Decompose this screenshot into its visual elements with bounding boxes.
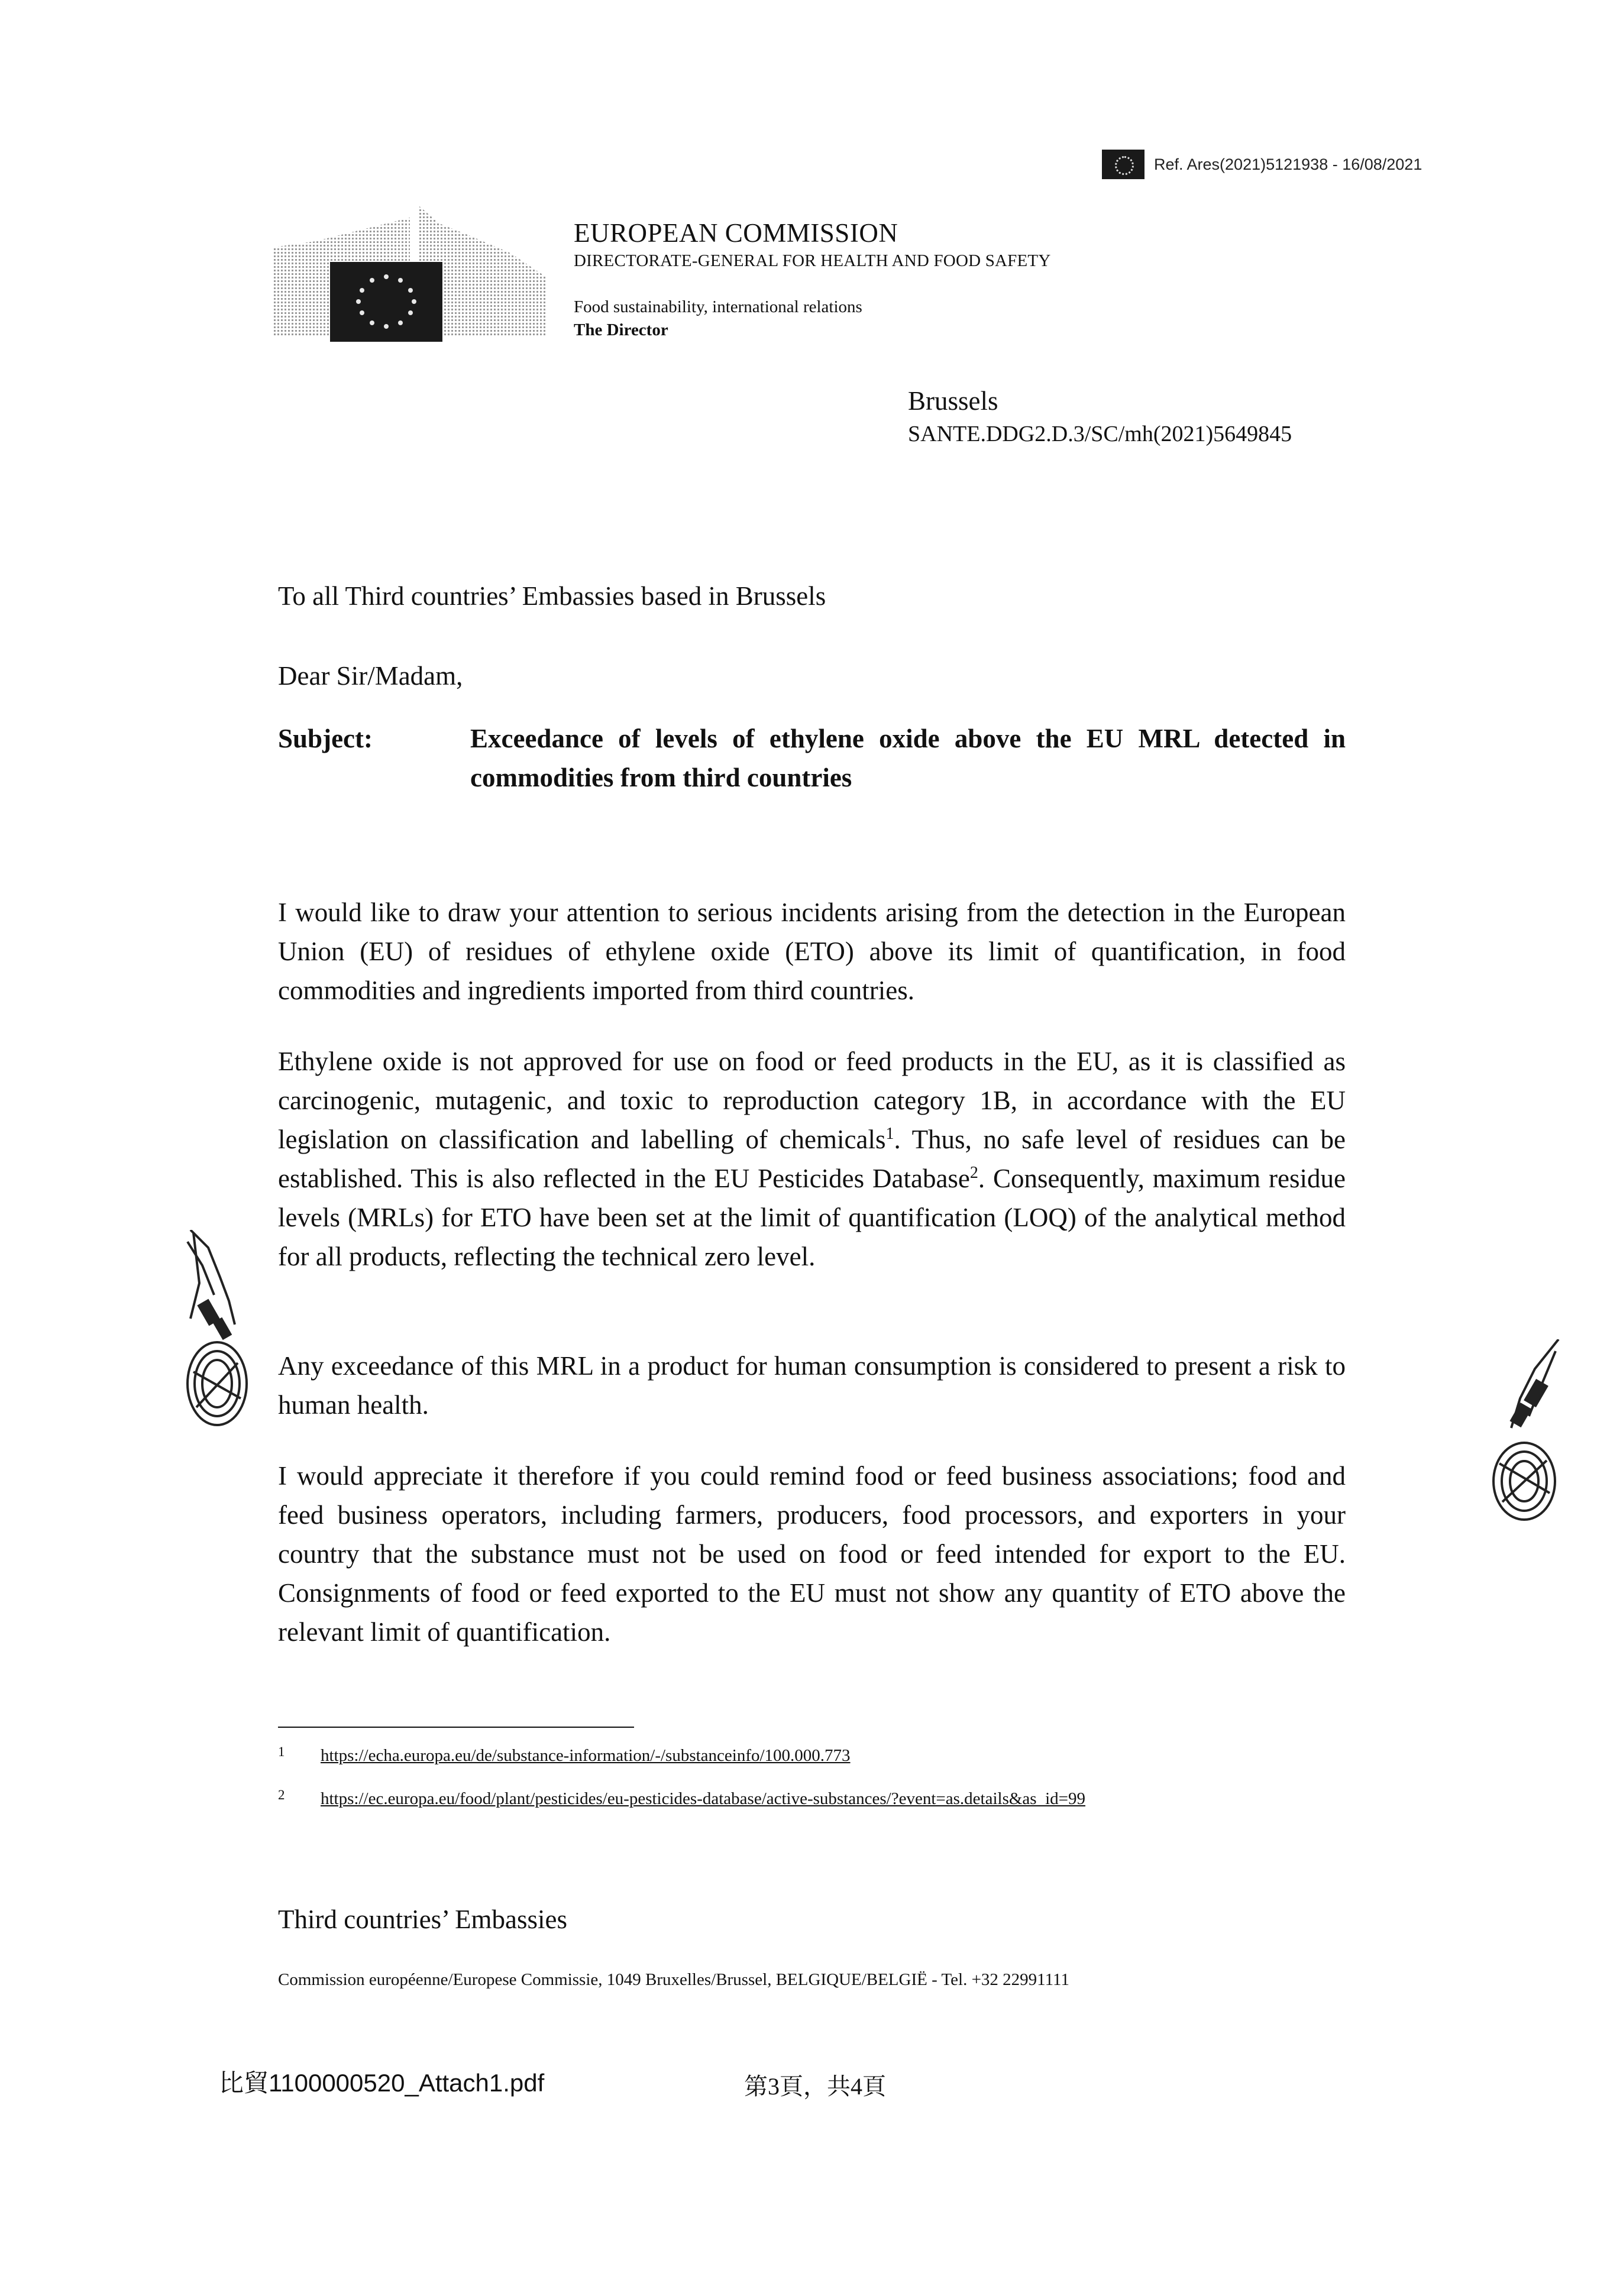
addressee: To all Third countries’ Embassies based in Brussels [278, 581, 826, 611]
footer-recipient: Third countries’ Embassies [278, 1905, 568, 1934]
seal-stamp-icon [1488, 1339, 1561, 1523]
ares-reference: Ref. Ares(2021)5121938 - 16/08/2021 [1154, 155, 1422, 173]
footnote-link[interactable]: https://echa.europa.eu/de/substance-information/-/substanceinfo/100.000.773 [321, 1746, 851, 1765]
paragraph-1: I would like to draw your attention to serious incidents arising from the detection in the European Union (EU) of residues of ethylene oxide (ETO) above its limit of quantification, in food commodities and ingredients imported from third countries. [278, 898, 1346, 1005]
eu-flag-icon [1102, 150, 1144, 179]
paragraph-2-part-1: Ethylene oxide is not approved for use on food or feed products in the EU, as it is classified as carcinogenic, mutagenic, and toxic to reproduction category 1B, in accordance with the EU legislation on classification and labelling of chemicals [278, 1047, 1346, 1154]
paragraph-4: I would appreciate it therefore if you could remind food or feed business associations; food and feed business operators, including farmers, producers, food processors, and exporters in your country that the substance must not be used on food or feed intended for export to the EU. Consignments of food or feed exported to the EU must not show any quantity of ETO above the relevant limit of quantification. [278, 1461, 1346, 1647]
footnote-ref-2: 2 [969, 1164, 978, 1182]
footnote-2 [278, 1787, 1085, 1809]
document-reference: SANTE.DDG2.D.3/SC/mh(2021)5649845 [908, 422, 1292, 446]
institution-name: EUROPEAN COMMISSION [574, 218, 898, 248]
paragraph-2-part-2: . Thus, no safe level of residues can be established. This is also reflected in the EU Pesticides Database [278, 1125, 1346, 1193]
paragraph-2 [278, 1042, 1346, 1276]
ares-stamp [1102, 150, 1422, 179]
paragraph-2-part-3: . Consequently, maximum residue levels (MRLs) for ETO have been set at the limit of quantification (LOQ) of the analytical method for all products, reflecting the technical zero level. [278, 1164, 1346, 1271]
unit-name: Food sustainability, international relations [574, 297, 862, 316]
sender-role: The Director [574, 320, 668, 339]
footnote-link[interactable]: https://ec.europa.eu/food/plant/pesticides/eu-pesticides-database/active-substances/?event=as.details&as_id=99 [321, 1789, 1085, 1808]
footnote-number: 1 [278, 1744, 285, 1759]
pdf-filename: 比貿1100000520_Attach1.pdf [219, 2069, 545, 2097]
subject-text: Exceedance of levels of ethylene oxide above the EU MRL detected in commodities from third countries [470, 724, 1346, 792]
subject-label: Subject: [278, 724, 373, 753]
footer-address: Commission européenne/Europese Commissie, 1049 Bruxelles/Brussel, BELGIQUE/BELGIË - Tel. +32 22991111 [278, 1970, 1069, 1989]
footnote-number: 2 [278, 1787, 285, 1802]
page-indicator: 第3頁，共4頁 [744, 2073, 886, 2100]
footnote-separator [278, 1727, 634, 1728]
footnote-1 [278, 1744, 851, 1766]
paragraph-3: Any exceedance of this MRL in a product for human consumption is considered to present a risk to human health. [278, 1351, 1346, 1420]
location: Brussels [908, 386, 998, 416]
footnote-ref-1: 1 [885, 1125, 894, 1143]
directorate-name: DIRECTORATE-GENERAL FOR HEALTH AND FOOD SAFETY [574, 251, 1051, 270]
seal-stamp-icon [185, 1230, 256, 1431]
salutation: Dear Sir/Madam, [278, 661, 463, 691]
european-commission-logo-icon [274, 206, 546, 342]
